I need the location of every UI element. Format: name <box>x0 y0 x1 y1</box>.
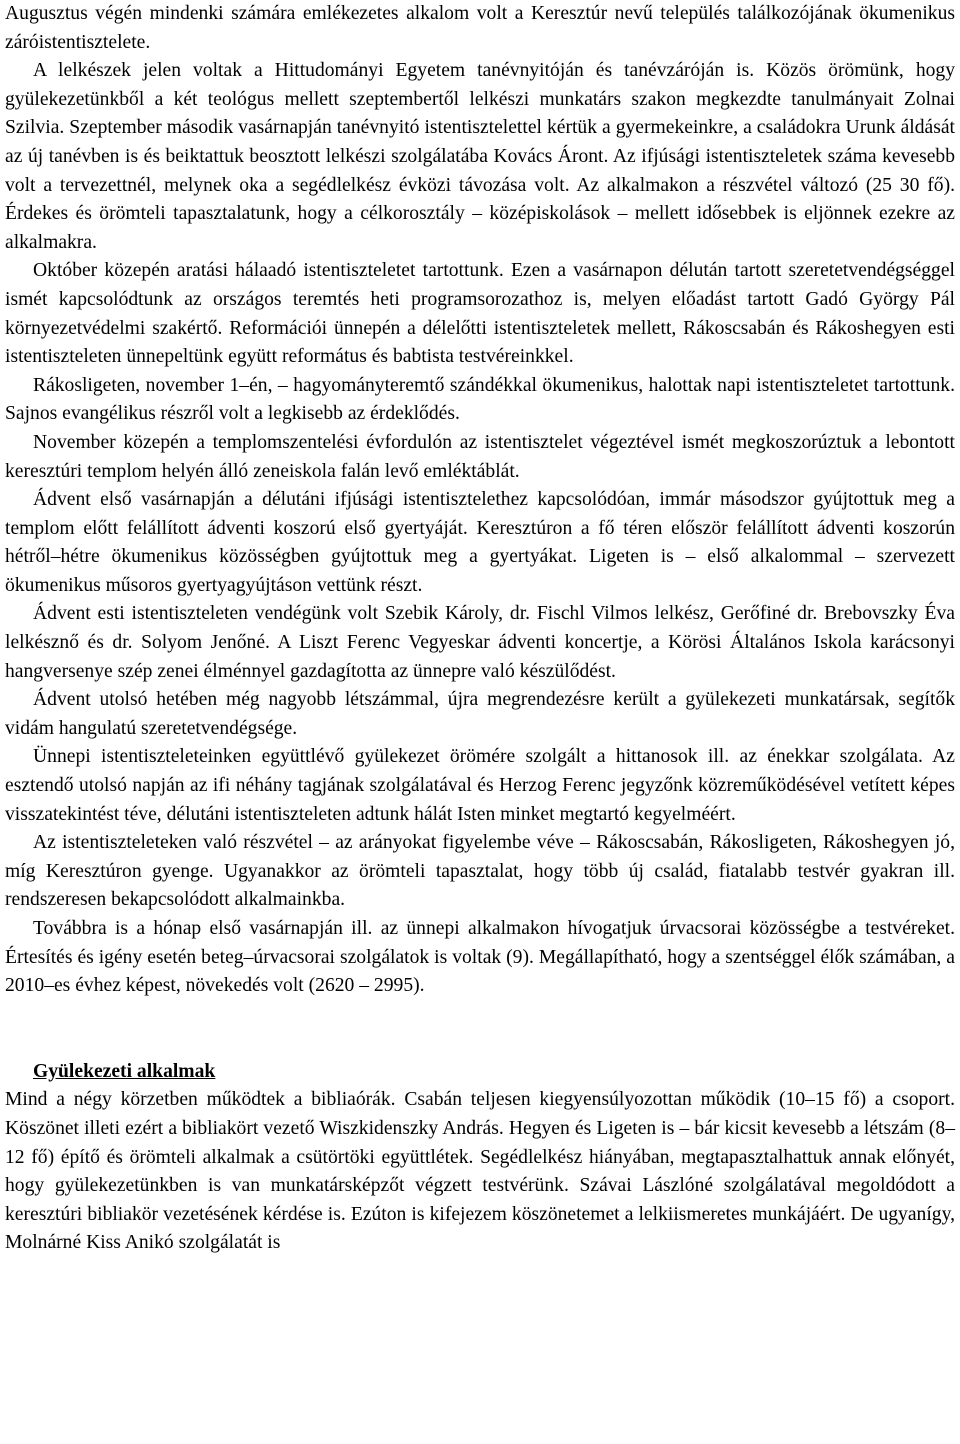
section-heading: Gyülekezeti alkalmak <box>33 1060 216 1082</box>
section-spacer <box>5 1001 955 1058</box>
paragraph-advent-evening: Ádvent esti istentiszteleten vendégünk volt Szebik Károly, dr. Fischl Vilmos lelkész, Gerőfiné dr. Brebovszky Éva lelkésznő és dr. Solyom Jenőné. A Liszt Ferenc Vegyeskar ádventi koncertje, a Körösi Általános Iskola karácsonyi hangversenye szép zenei élménnyel gazdagította az ünnepre való készülődést. <box>5 603 955 682</box>
paragraph-advent-first-sunday: Ádvent első vasárnapján a délutáni ifjúsági istentisztelethez kapcsolódóan, immár másodszor gyújtottuk meg a templom előtt felállított ádventi koszorú első gyertyáját. Keresztúron a fő téren először felállított ádventi koszorún hétről–hétre ökumenikus közösségben gyújtottuk meg a gyertyákat. Ligeten is – első alkalommal – szervezett ökumenikus műsoros gyertyagyújtáson vettünk részt. <box>5 489 955 596</box>
paragraph-theology-school-year: A lelkészek jelen voltak a Hittudományi Egyetem tanévnyitóján és tanévzáróján is. Közös örömünk, hogy gyülekezetünkből a két teológus mellett szeptembertől lelkészi munkatárs szakon megkezdte tanulmányait Zolnai Szilvia. Szeptember második vasárnapján tanévnyitó istentisztelettel kértük a gyermekeinkre, a családokra Urunk áldását az új tanévben is és beiktattuk beosztott lelkészi szolgálatába Kovács Áront. Az ifjúsági istentiszteletek száma kevesebb volt a tervezettnél, melynek oka a segédlelkész évközi távozása volt. Az alkalmakon a részvétel változó (25 30 fő). Érdekes és örömteli tapasztalatunk, hogy a célkorosztály – középiskolások – mellett idősebbek is eljönnek ezekre az alkalmakra. <box>5 60 955 253</box>
paragraph-harvest-reformation: Október közepén aratási hálaadó istentiszteletet tartottunk. Ezen a vasárnapon délután tartott szeretetvendégséggel ismét kapcsolódtunk az országos teremtés heti programsorozathoz is, melyen előadást tartott Gadó György Pál környezetvédelmi szakértő. Reformációi ünnepén a délelőtti istentiszteletek mellett, Rákoscsabán és Rákoshegyen esti istentiszteleten ünnepeltünk együtt református és babtista testvéreinkkel. <box>5 260 955 368</box>
paragraph-holiday-services: Ünnepi istentiszteleteinken együttlévő gyülekezet örömére szolgált a hittanosok ill. az énekkar szolgálata. Az esztendő utolsó napján az ifi néhány tagjának szolgálatával és Herzog Ferenc jegyzőnk közreműködésével vetített képes visszatekintést téve, délutáni istentiszteleten adtunk hálát Isten minket megtartó kegyelméért. <box>5 746 955 825</box>
paragraph-advent-last-week: Ádvent utolsó hetében még nagyobb létszámmal, újra megrendezésre került a gyülekezeti munkatársak, segítők vidám hangulatú szeretetvendégsége. <box>5 689 955 739</box>
paragraph-communion: Továbbra is a hónap első vasárnapján ill. az ünnepi alkalmakon hívogatjuk úrvacsorai közösségbe a testvéreket. Értesítés és igény esetén beteg–úrvacsorai szolgálatok is voltak (9). Megállapítható, hogy a szentséggel élők számában, a 2010–es évhez képest, növekedés volt (2620 – 2995). <box>5 918 955 997</box>
paragraph-church-consecration: November közepén a templomszentelési évfordulón az istentisztelet végeztével ismét megkoszorúztuk a lebontott keresztúri templom helyén álló zeneiskola falán levő emléktáblát. <box>5 431 955 482</box>
paragraph-reunion: Augusztus végén mindenki számára emlékezetes alkalom volt a Keresztúr nevű település találkozójának ökumenikus záróistentisztelete. <box>5 3 955 53</box>
paragraph-all-saints: Rákosligeten, november 1–én, – hagyományteremtő szándékkal ökumenikus, halottak napi istentiszteletet tartottunk. Sajnos evangélikus részről volt a legkisebb az érdeklődés. <box>5 374 955 425</box>
paragraph-attendance: Az istentiszteleteken való részvétel – az arányokat figyelembe véve – Rákoscsabán, Rákosligeten, Rákoshegyen jó, míg Keresztúron gyenge. Ugyanakkor az örömteli tapasztalat, hogy több új család, fiatalabb testvér gyakran ill. rendszeresen bekapcsolódott alkalmainkba. <box>5 832 955 911</box>
paragraph-bible-study: Mind a négy körzetben működtek a bibliaórák. Csabán teljesen kiegyensúlyozottan működik (10–15 fő) a csoport. Köszönet illeti ezért a bibliakört vezető Wiszkidenszky András. Hegyen és Ligeten is – bár kicsit kevesebb a létszám (8–12 fő) építő és örömteli alkalmak a csütörtöki együttlétek. Segédlelkész hiányában, megtapasztalhattuk annak előnyét, hogy gyülekezetünkben is van munkatársképzőt végzett testvérünk. Szávai Lászlóné szolgálatával megoldódott a keresztúri bibliakör vezetésének kérdése is. Ezúton is kifejezem köszönetemet a lelkiismeretes munkájáért. De ugyanígy, Molnárné Kiss Anikó szolgálatát is <box>5 1089 955 1254</box>
